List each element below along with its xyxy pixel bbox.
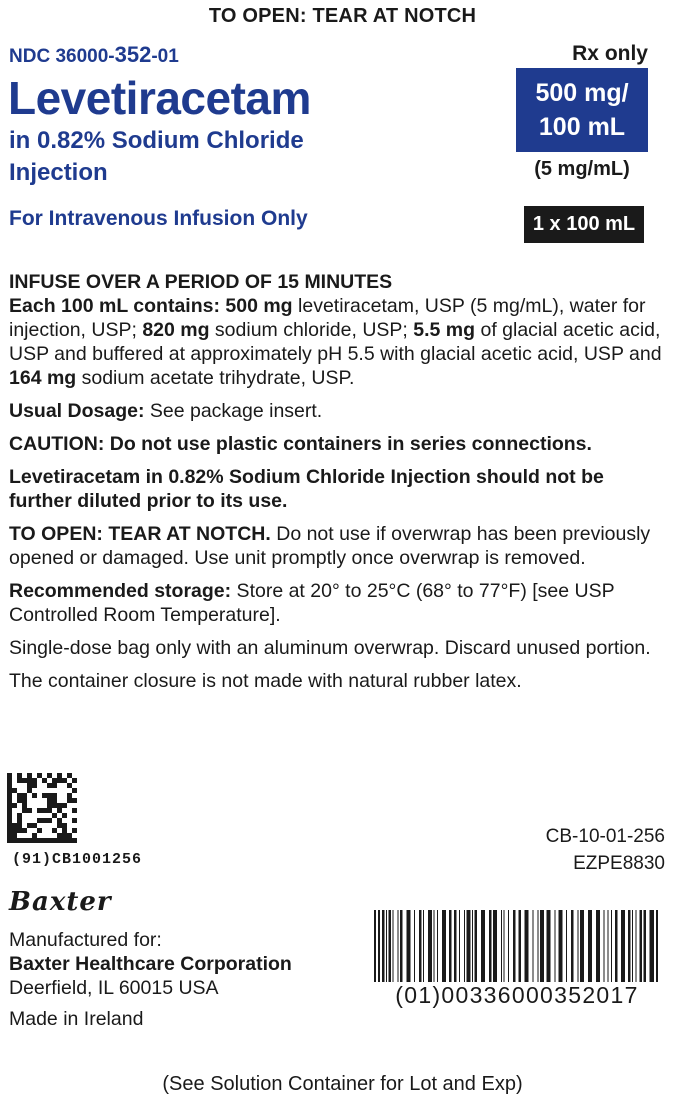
dilution-warning: Levetiracetam in 0.82% Sodium Chloride Injection should not be further diluted prior to its use. — [9, 466, 604, 512]
opening-label: TO OPEN: TEAR AT NOTCH. — [9, 523, 271, 545]
top-open-instruction: TO OPEN: TEAR AT NOTCH — [208, 5, 477, 27]
concentration: (5 mg/mL) — [534, 158, 630, 180]
country-of-origin: Made in Ireland — [9, 1008, 144, 1030]
composition-text-1: levetiracetam, USP (5 mg/mL), water for injection, USP; — [9, 295, 646, 341]
composition-text-3: of glacial acetic acid, USP and buffered at approximately pH 5.5 with glacial acetic acid, USP and — [9, 319, 662, 365]
datamatrix-code — [7, 773, 77, 843]
label-code-1: CB-10-01-256 — [545, 826, 665, 847]
storage-text: Store at 20° to 25°C (68° to 77°F) [see USP Controlled Room Temperature]. — [9, 580, 615, 626]
datamatrix-caption: (91)CB1001256 — [12, 851, 143, 868]
barcode-human-readable: (01)00336000352017 — [395, 982, 639, 1008]
linear-barcode — [372, 910, 662, 982]
composition-paragraph — [9, 294, 669, 390]
manufacturer-address: Deerfield, IL 60015 USA — [9, 977, 219, 999]
product-name: Levetiracetam — [8, 72, 311, 124]
storage-paragraph — [9, 579, 669, 627]
ndc-number — [9, 42, 179, 68]
opening-paragraph — [9, 522, 669, 570]
manufactured-for-label: Manufactured for: — [9, 929, 162, 951]
product-subtitle — [9, 125, 304, 189]
dosage-text: See package insert. — [144, 400, 323, 422]
strength-line-1: 500 mg/ — [535, 79, 629, 107]
composition-text-2: sodium chloride, USP; — [209, 319, 414, 341]
manufacturer-company: Baxter Healthcare Corporation — [9, 953, 292, 975]
ndc-suffix: -01 — [151, 46, 179, 67]
infusion-instruction: INFUSE OVER A PERIOD OF 15 MINUTES — [9, 271, 393, 293]
strength-line-2: 100 mL — [538, 113, 626, 141]
composition-amount-2: 820 mg — [142, 319, 210, 341]
route-of-administration: For Intravenous Infusion Only — [9, 207, 308, 230]
storage-label: Recommended storage: — [9, 580, 232, 602]
dosage-label: Usual Dosage: — [9, 400, 145, 422]
label-body — [9, 270, 669, 702]
manufacturer-block — [9, 928, 292, 1000]
contents-label: Each 100 mL contains: — [9, 295, 220, 317]
package-size-box: 1 x 100 mL — [524, 206, 644, 243]
subtitle-line-2: Injection — [9, 159, 108, 186]
single-dose-paragraph: Single-dose bag only with an aluminum overwrap. Discard unused portion. — [9, 637, 651, 659]
latex-statement: The container closure is not made with natural rubber latex. — [9, 670, 522, 692]
caution-paragraph: CAUTION: Do not use plastic containers in series connections. — [9, 433, 592, 455]
composition-amount-1: 500 mg — [225, 295, 293, 317]
composition-text-4: sodium acetate trihydrate, USP. — [76, 367, 355, 389]
baxter-logo: Baxter — [9, 887, 112, 917]
rx-only-label: Rx only — [572, 42, 648, 65]
ndc-prefix: NDC 36000- — [9, 46, 115, 67]
label-code-2: EZPE8830 — [573, 853, 665, 874]
subtitle-line-1: in 0.82% Sodium Chloride — [9, 127, 304, 154]
ndc-product-code: 352 — [114, 42, 152, 67]
label-codes — [480, 823, 665, 877]
composition-amount-4: 164 mg — [9, 367, 77, 389]
dosage-paragraph — [9, 399, 669, 423]
strength-box — [516, 68, 648, 152]
composition-amount-3: 5.5 mg — [413, 319, 476, 341]
lot-expiry-note: (See Solution Container for Lot and Exp) — [162, 1073, 523, 1095]
opening-text: Do not use if overwrap has been previously opened or damaged. Use unit promptly once overwrap is removed. — [9, 523, 651, 569]
